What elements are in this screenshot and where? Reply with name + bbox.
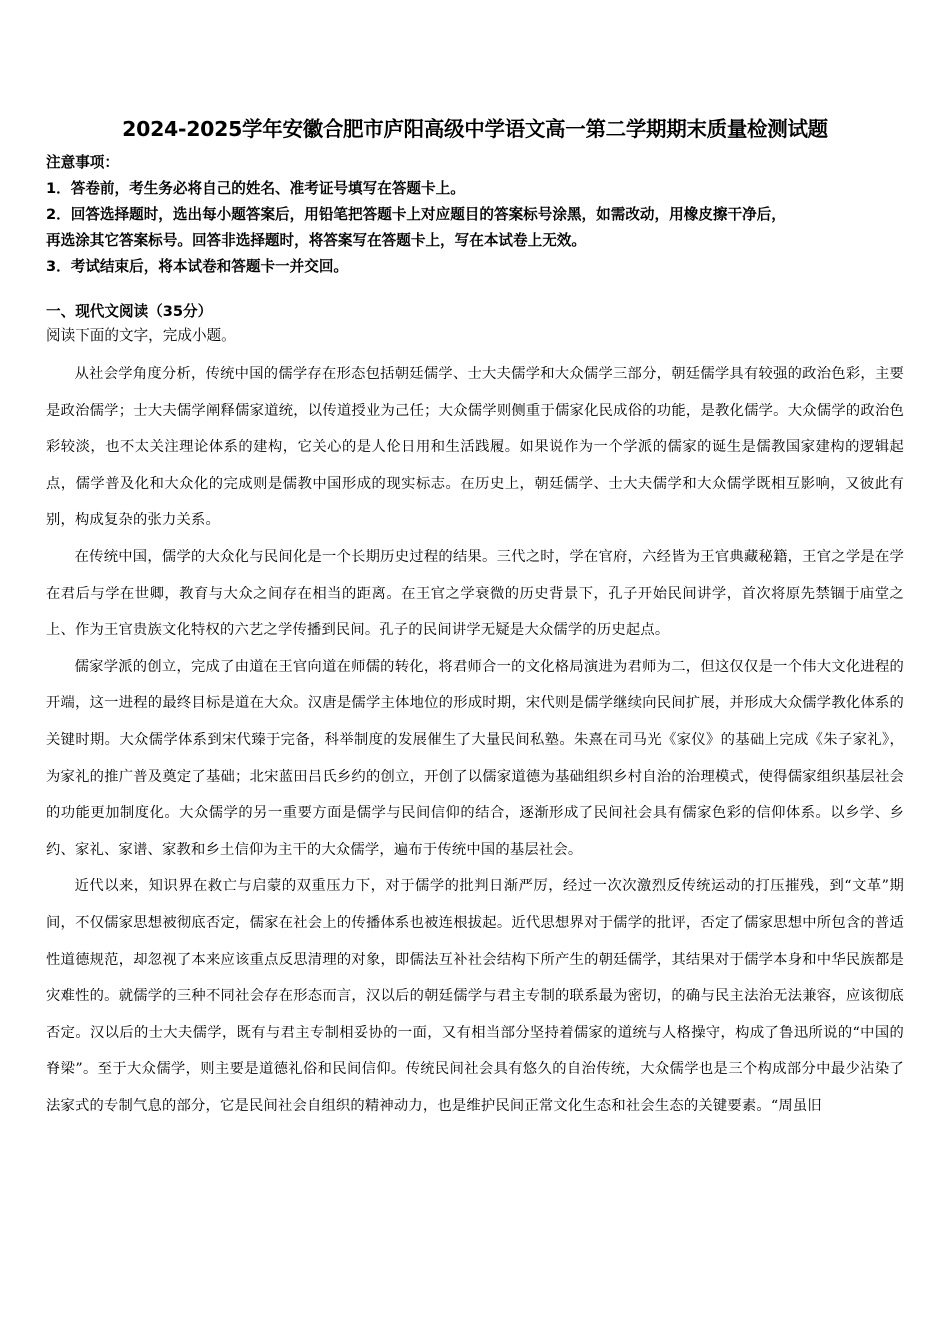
section-heading: 一、现代文阅读（35分）: [46, 303, 213, 320]
notice-item: 2．回答选择题时，选出每小题答案后，用铅笔把答题卡上对应题目的答案标号涂黑，如需改动，用橡皮擦干净后，: [46, 206, 786, 223]
section-header: [46, 300, 910, 348]
passage-paragraph: 从社会学角度分析，传统中国的儒学存在形态包括朝廷儒学、士大夫儒学和大众儒学三部分，朝廷儒学具有较强的政治色彩，主要是政治儒学；士大夫儒学阐释儒家道统，以传道授业为己任；大众儒学则侧重于儒家化民成俗的功能，是教化儒学。大众儒学的政治色彩较淡，也不太关注理论体系的建构，它关心的是人伦日用和生活践履。如果说作为一个学派的儒家的诞生是儒教国家建构的逻辑起点，儒学普及化和大众化的完成则是儒教中国形成的现实标志。在历史上，朝廷儒学、士大夫儒学和大众儒学既相互影响，又彼此有别，构成复杂的张力关系。: [46, 366, 904, 529]
notice-item: 再选涂其它答案标号。回答非选择题时，将答案写在答题卡上，写在本试卷上无效。: [46, 232, 586, 249]
notice-block: [46, 150, 910, 280]
passage-paragraph: 儒家学派的创立，完成了由道在王官向道在师儒的转化，将君师合一的文化格局演进为君师为二，但这仅仅是一个伟大文化进程的开端，这一进程的最终目标是道在大众。汉唐是儒学主体地位的形成时期，宋代则是儒学继续向民间扩展，并形成大众儒学教化体系的关键时期。大众儒学体系到宋代臻于完备，科举制度的发展催生了大量民间私塾。朱熹在司马光《家仪》的基础上完成《朱子家礼》，为家礼的推广普及奠定了基础；北宋蓝田吕氏乡约的创立，开创了以儒家道德为基础组织乡村自治的治理模式，使得儒家组织基层社会的功能更加制度化。大众儒学的另一重要方面是儒学与民间信仰的结合，逐渐形成了民间社会具有儒家色彩的信仰体系。以乡学、乡约、家礼、家谱、家教和乡土信仰为主干的大众儒学，遍布于传统中国的基层社会。: [46, 658, 904, 858]
passage-paragraph: 在传统中国，儒学的大众化与民间化是一个长期历史过程的结果。三代之时，学在官府，六经皆为王官典藏秘籍，王官之学是在学在君后与学在世卿，教育与大众之间存在相当的距离。在王官之学衰微的历史背景下，孔子开始民间讲学，首次将原先禁锢于庙堂之上、作为王官贵族文化特权的六艺之学传播到民间。孔子的民间讲学无疑是大众儒学的历史起点。: [46, 548, 904, 639]
passage-paragraph: 近代以来，知识界在救亡与启蒙的双重压力下，对于儒学的批判日渐严厉，经过一次次激烈反传统运动的打压摧残，到“文革”期间，不仅儒家思想被彻底否定，儒家在社会上的传播体系也被连根拔起。近代思想界对于儒学的批评，否定了儒家思想中所包含的普适性道德规范，却忽视了本来应该重点反思清理的对象，即儒法互补社会结构下所产生的朝廷儒学，其结果对于儒学本身和中华民族都是灾难性的。就儒学的三种不同社会存在形态而言，汉以后的朝廷儒学与君主专制的联系最为密切，的确与民主法治无法兼容，应该彻底否定。汉以后的士大夫儒学，既有与君主专制相妥协的一面，又有相当部分坚持着儒家的道统与人格操守，构成了鲁迅所说的“中国的脊梁”。至于大众儒学，则主要是道德礼俗和民间信仰。传统民间社会具有悠久的自治传统，大众儒学也是三个构成部分中最少沾染了法家式的专制气息的部分，它是民间社会自组织的精神动力，也是维护民间正常文化生态和社会生态的关键要素。“周虽旧: [46, 878, 904, 1114]
page-title: 2024-2025学年安徽合肥市庐阳高级中学语文高一第二学期期末质量检测试题: [122, 117, 828, 141]
section-instruction: 阅读下面的文字，完成小题。: [46, 327, 236, 344]
notice-heading: 注意事项：: [46, 154, 119, 171]
notice-item: 3．考试结束后，将本试卷和答题卡一并交回。: [46, 258, 349, 275]
notice-item: 1．答卷前，考生务必将自己的姓名、准考证号填写在答题卡上。: [46, 180, 465, 197]
reading-passage: [46, 356, 904, 1124]
